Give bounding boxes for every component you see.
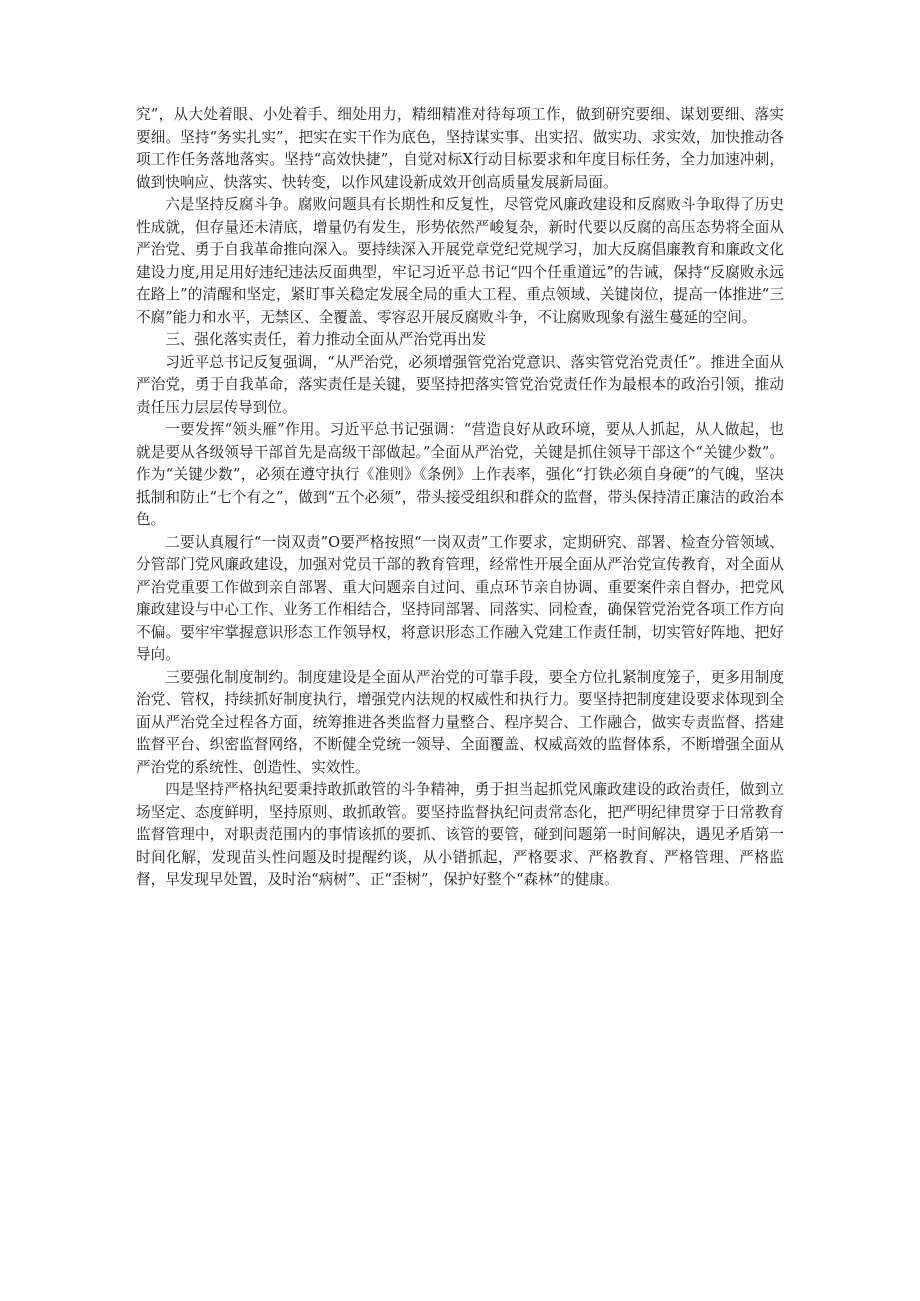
paragraph-one-post-two-duties: 二要认真履行“一岗双责”O要严格按照“一岗双责”工作要求，定期研究、部署、检查分管领域、分管部门党风廉政建设，加强对党员干部的教育管理，经常性开展全面从严治党宣传教育，对全面从严治党重要工作做到亲自部署、重大问题亲自过问、重点环节亲自协调、重要案件亲自督办，把党风廉政建设与中心工作、业务工作相结合，坚持同部署、同落实、同检查，确保管党治党各项工作方向不偏。要牢牢掌握意识形态工作领导权，将意识形态工作融入党建工作责任制，切实管好阵地、把好导向。 bbox=[136, 533, 784, 663]
paragraph-lead-goose: 一要发挥“领头雁”作用。习近平总书记强调：“营造良好从政环境，要从人抓起，从人做起，也就是要从各级领导干部首先是高级干部做起。”全面从严治党，关键是抓住领导干部这个“关键少数”。作为“关键少数”，必须在遵守执行《准则》《条例》上作表率，强化“打铁必须自身硬”的气魄，坚决抵制和防止“七个有之”，做到“五个必须”，带头接受组织和群众的监督，带头保持清正廉洁的政治本色。 bbox=[136, 421, 785, 528]
section-heading-3: 三、强化落实责任，着力推动全面从严治党再出发 bbox=[165, 331, 487, 348]
paragraph-institutional-constraint: 三要强化制度制约。制度建设是全面从严治党的可靠手段，要全方位扎紧制度笼子，更多用制度治党、管权，持续抓好制度执行，增强党内法规的权威性和执行力。要坚持把制度建设要求体现到全面从严治党全过程各方面，统筹推进各类监督力量整合、程序契合、工作融合，做实专责监督、搭建监督平台、织密监督网络，不断健全党统一领导、全面覆盖、权威高效的监督体系，不断增强全面从严治党的系统性、创造性、实效性。 bbox=[136, 668, 784, 776]
paragraph-responsibility-intro: 习近平总书记反复强调，“从严治党，必须增强管党治党意识、落实管党治党责任”。推进全面从严治党，勇于自我革命，落实责任是关键，要坚持把落实管党治党责任作为最根本的政治引领，推动责任压力层层传导到位。 bbox=[136, 353, 784, 416]
paragraph-anti-corruption: 六是坚持反腐斗争。腐败问题具有长期性和反复性，尽管党风廉政建设和反腐败斗争取得了历史性成就，但存量还未清底，增量仍有发生，形势依然严峻复杂，新时代要以反腐的高压态势将全面从严治党、勇于自我革命推向深入。要持续深入开展党章党纪党规学习，加大反腐倡廉教育和廉政文化建设力度,用足用好违纪违法反面典型，牢记习近平总书记“四个任重道远”的告诫，保持“反腐败永远在路上”的清醒和坚定，紧盯事关稳定发展全局的重大工程、重点领域、关键岗位，提高一体推进“三不腐”能力和水平，无禁区、全覆盖、零容忍开展反腐败斗争，不让腐败现象有滋生蔓延的空间。 bbox=[136, 196, 784, 326]
paragraph-strict-discipline: 四是坚持严格执纪要秉持敢抓敢管的斗争精神，勇于担当起抓党风廉政建设的政治责任，做到立场坚定、态度鲜明，坚持原则、敢抓敢管。要坚持监督执纪问责常态化，把严明纪律贯穿于日常教育监督管理中，对职责范围内的事情该抓的要抓、该管的要管，碰到问题第一时间解决，遇见矛盾第一时间化解，发现苗头性问题及时提醒约谈，从小错抓起，严格要求、严格教育、严格管理、严格监督，早发现早处置，及时治“病树”、正“歪树”，保护好整个“森林”的健康。 bbox=[136, 781, 784, 888]
document-body bbox=[136, 104, 784, 892]
paragraph-continuation: 究”，从大处着眼、小处着手、细处用力，精细精准对待每项工作，做到研究要细、谋划要细、落实要细。坚持“务实扎实”，把实在实干作为底色，坚持谋实事、出实招、做实功、求实效，加快推动各项工作任务落地落实。坚持“高效快捷”，自觉对标X行动目标要求和年度目标任务，全力加速冲刺，做到快响应、快落实、快转变，以作风建设新成效开创高质量发展新局面。 bbox=[136, 106, 784, 191]
